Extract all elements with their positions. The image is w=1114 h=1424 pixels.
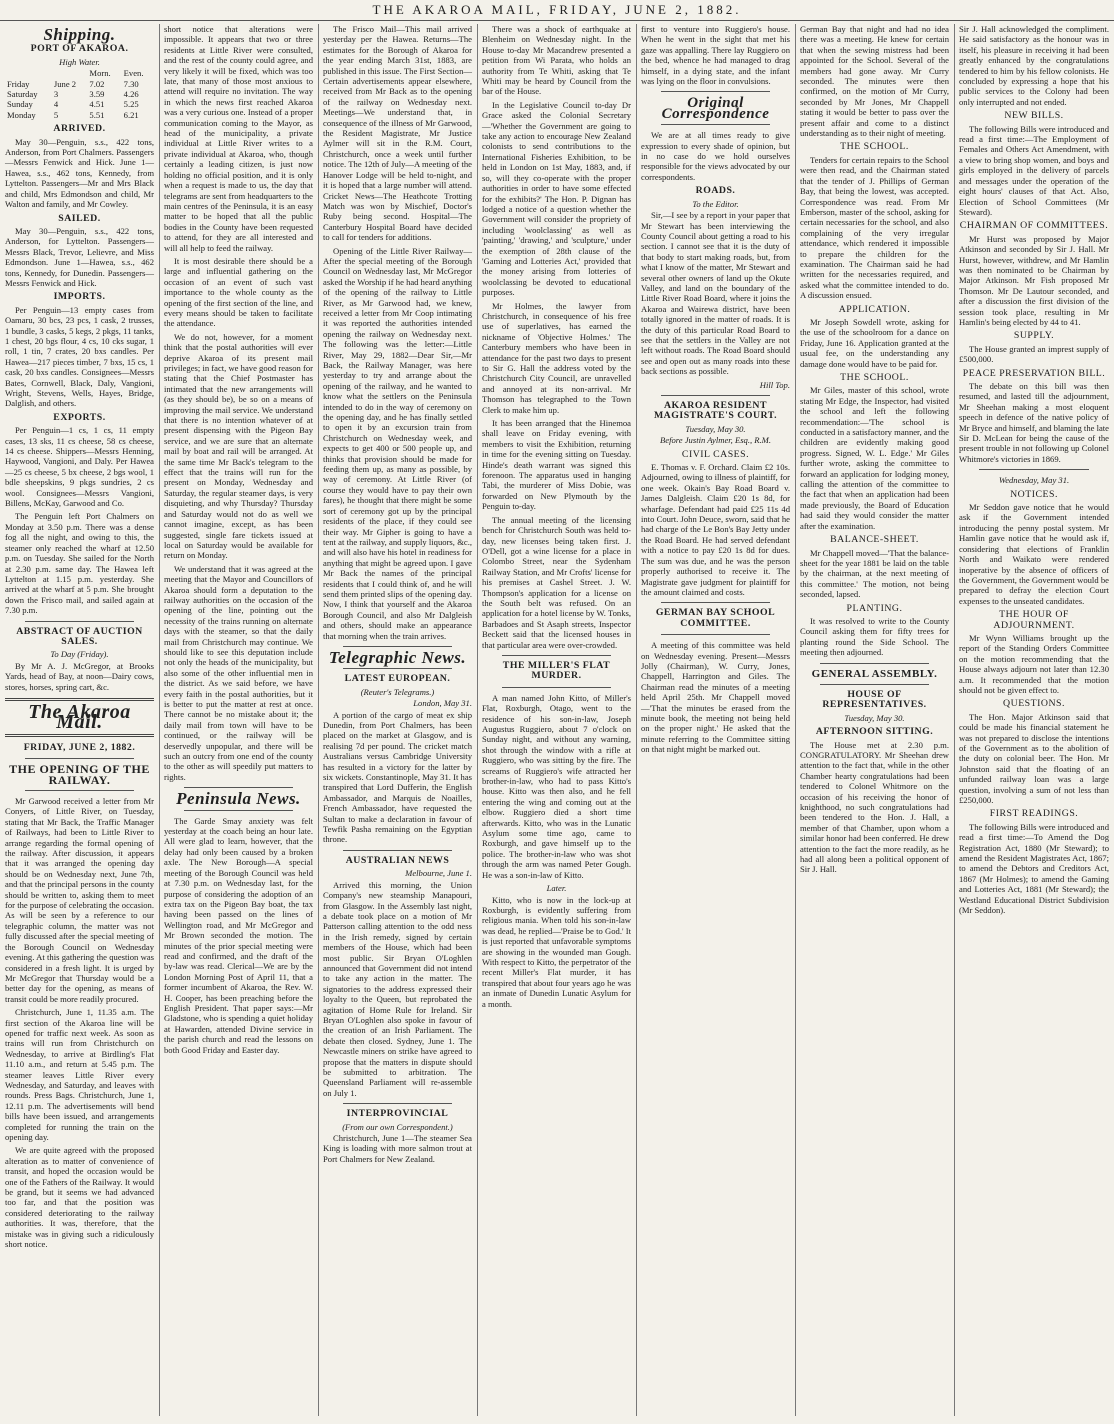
divider: [343, 646, 452, 647]
interprovincial-text: Christchurch, June 1—The steamer Sea King is loading with more salmon trout at Port Chalmers for New Zealand.: [323, 1133, 472, 1164]
imports-heading: IMPORTS.: [53, 291, 106, 303]
divider: [343, 668, 452, 669]
local-items: The Frisco Mail—This mail arrived yesterday per the Hawea. Returns—The estimates for the Borough of Akaroa for the year ending March 31st, 1883, are published in this issue. The First Section—Certain advertisements appear elsewhere, received from Mr Back as to the opening of the railway on Wednesday next. Meetings—We understand that, in consequence of the illness of Mr Garwood, the Resident Magistrate, Mr Justice Aylmer will sit in the R.M. Court, Christchurch, once a week until further notice. The 12th of July—A meeting of the Hanover Lodge will be held to-night, and it is hoped that a large number will attend. Cricket News—The Heathcote Trotting Match was won by Mischief, Doctor's Ruby being second. Hospital—The Canterbury Hospital Board have decided to call for tenders for additions.: [323, 24, 472, 243]
australian-text: Arrived this morning, the Union Company's new steamship Manapouri, from Glasgow. In the Assembly last night, a debate took place on a motion of Mr Patterson calling attention to the odd ness in the Irish remedy, signed by certain members of the House, which had been most public. Sir Bryan O'Loghlen announced that Government did not intend to take any action in the matter. The signatories to the address expressed their loyalty to the Queen, but reprobated the agitation of Home Rule for Ireland. Sir Bryan O'Loghlen also spoke in favour of the creation of an Irish Parliament. The debate then closed. Sydney, June 1. The Newcastle miners on strike have agreed to propose that the matters in dispute should be submitted to arbitration. The Queensland Parliament will re-assemble on July 1.: [323, 879, 472, 1098]
telegraph-cont-5: The annual meeting of the licensing bench for Christchurch South was held to-day, new licenses being taken first. J. O'Dell, got a wine license for a place in Colombo Street, near the Sydenham Railway Station, and Mr Crofts' license for his premises at Cashel Street. J. W. Thompson's application for a license on the South belt was refused. On an application for a hotel license by W. Tonks, Barbadoes and St Asaph streets, Inspector Beckett said that the licensed houses in that particular area were over-crowded.: [482, 514, 631, 650]
tide-row: Saturday 3 3.59 4.26: [7, 89, 139, 100]
peace-heading: PEACE PRESERVATION BILL.: [962, 367, 1106, 379]
london-dateline: London, May 31.: [413, 698, 472, 709]
editorial-cont-4: We understand that it was agreed at the meeting that the Mayor and Councillors of Akaroa should form a deputation to the railway authorities on the occasion of the opening of the line, pointing out the necessity of the trains running on alternate days with the steamer, so that the daily mail from Christchurch may continue. We should like to see this deputation include not only the heads of the municipality, but also some of the other influential men in the district. As we said before, we have every faith in the postal authorities, but it is better to put the matter at rest at once. There cannot be no mistake about it; the daily mail from town will have to be continued, or the railway will be deservedly unpopular, and there will be such an outcry from one end of the county to the other as will speedily put matters to rights.: [164, 563, 313, 782]
school-text: Tenders for certain repairs to the School were then read, and the Chairman stated that the tender of J. Phillips of German Bay, that being the lowest, was accepted. Correspondence was read. From Mr Emberson, master of the school, asking for certain necessaries for the school, and also complaining of the very irregular attendance, which rendered it impossible to prepare the children for the examination. The Chairman said he had written for the necessaries required, and asked what the committee intended to do. A discussion ensued.: [800, 154, 949, 301]
tide-row: Friday June 2 7.02 7.30: [7, 78, 139, 89]
divider: [184, 787, 293, 788]
later-label: Later.: [546, 883, 567, 894]
divider: [502, 687, 611, 688]
peace-text: The debate on this bill was then resumed, and lasted till the adjournment, Mr Sheehan making a most eloquent speech in defence of the native policy of Mr Bryce and himself, and blaming the late Sir D. McLean for being the cause of the present trouble in not following up Colonel Whitmore's victories in 1869.: [959, 381, 1109, 464]
port-heading: PORT OF AKAROA.: [30, 43, 129, 55]
australian-news-heading: AUSTRALIAN NEWS: [345, 854, 450, 866]
tide-row: Monday 5 5.51 6.21: [7, 109, 139, 120]
school-heading-2: THE SCHOOL.: [840, 372, 909, 383]
planting-heading: PLANTING.: [846, 602, 903, 614]
questions-heading: QUESTIONS.: [1003, 698, 1065, 710]
editorial-title: THE OPENING OF THE RAILWAY.: [9, 762, 150, 787]
new-bills-heading: NEW BILLS.: [1004, 110, 1064, 122]
railway-opening-text: Opening of the Little River Railway—After the special meeting of the Borough Council on Wednesday last, Mr McGregor asked the Worship if he had heard anything of the opening of the railway to Little River, as Mr Garwood had, we knew, received a letter from Mr Coop intimating it was reported the authorities intended opening the railway on Wednesday next. The following was the letter:—Little River, May 29, 1882—Dear Sir,—Mr Back, the Railway Manager, was here yesterday to try and arrange about the opening of the railway, and he wanted to know what the settlers on the Peninsula intended to do in the way of ceremony on the opening day, and he has finally settled to open it by an excursion train from Christchurch on Wednesday week, and expects to get 400 or 500 people up, and thinks that provision should be made for feeding them up, as many as possible, by way of ceremony. At Little River (of course they would have to pay their own fares), he thought that there might be some sort of ceremony got up by the principal residents of the place, if they could see their way. Mr Gipher is going to have a tent at the railway, and supply liquors, &c., and will also have his hotel in readiness for anything that might be agreed upon. I gave Mr Back the names of the principal residents that I could think of, and he will send them printed slips of the opening day. Now, I think that yourself and the Akaroa Borough Council, and also Mr Dalgleish and others, should make an appearance that morning when the train arrives.: [323, 245, 472, 641]
editorial-cont-1: short notice that alterations were impossible. It appears that two or three residents at Little River were consulted, and the rest of the county could agree, and very likely it will be fixed, which was too late, that many of those most anxious to attend will require no invitation. The way in which the news first reached Akaroa was a very curious one. Instead of a proper communication coming to the Mayor, as head of the municipality, a private individual at Little River writes to a private individual at Akaroa, who, though certainly a leading citizen, is just now holding no official position, and it is only when a request is made to us, the day that telegrams are sent from headquarters to the main centres of the Peninsula, it is an easy matter to be hoped that all the public bodies in the County have been requested to attend, for they are all interested and will all help to feed the railway.: [164, 24, 313, 253]
column-7: [954, 24, 1114, 1416]
column-2: [159, 24, 318, 1416]
adjournment-heading: THE HOUR OF ADJOURNMENT.: [993, 609, 1075, 631]
correspondence-heading: Original Correspondence: [661, 95, 770, 122]
telegraphic-heading: Telegraphic News.: [328, 647, 467, 667]
sailed-heading: SAILED.: [58, 212, 101, 224]
divider: [5, 734, 154, 737]
telegraph-cont-4: It has been arranged that the Hinemoa shall leave on Friday evening, with members to visit the Exhibition, returning in time for the evening sitting on Tuesday. Hinde's death warrant was signed this forenoon. The apparatus used in hanging Tabi, the murderer of Miss Dobie, was forwarded on New Plymouth by the Penguin to-day.: [482, 418, 631, 512]
divider: [661, 602, 770, 603]
new-bills-text: The following Bills were introduced and read a first time:—The Employment of Females and Others Act Amendment, with a view to bring shop women, and boys and girls employed in the delivery of parcels and messages under the operation of the eight hours' clauses of that Act. Also, Election of School Committees (Mr Steward).: [959, 123, 1109, 217]
miller-text: A man named John Kitto, of Miller's Flat, Roxburgh, Otago, went to the residence of his son-in-law, Joseph Augustus Ruggiero, about 7 o'clock on Sunday night, and without any warning, shot through the window with a rifle at Ruggiero, who was sitting by the fire. The screams of Ruggiero's wife attracted her brother-in-law, who had to pass Kitto's house. Kitto was then also, and he fell entering the wing and coming out at the elbow. Ruggiero died a short time afterwards. Kitto, who was in the Lunatic Asylum some time ago, came to Roxburgh, and gave himself up to the police. The brother-in-law who was shot through the arm was named Peter Gough. He was a son-in-law of Kitto.: [482, 692, 631, 880]
house-date: Tuesday, May 30.: [844, 712, 905, 723]
court-heading: AKAROA RESIDENT MAGISTRATE'S COURT.: [653, 400, 778, 422]
to-editor-label: To the Editor.: [692, 198, 739, 209]
divider: [25, 790, 134, 791]
german-bay-cont: German Bay that night and had no idea there was a meeting. He knew for certain that when the sewing mistress had been appointed for the School. Several of the members had gone away. Mr Curry seconded. The minutes were then confirmed, on the motion of Mr Curry, seconded by Mr Jones, Mr Chappell stating it would be better to pass over the present affair and come to a distinct understanding as to their night of meeting.: [800, 24, 949, 139]
application-text: Mr Joseph Sowdell wrote, asking for the use of the schoolroom for a dance on Friday, June 16. Application granted at the usual fee, on the understanding any damage done would have to be paid for.: [800, 316, 949, 369]
exports-heading: EXPORTS.: [53, 411, 106, 423]
divider: [25, 758, 134, 759]
divider: [25, 621, 134, 622]
melbourne-dateline: Melbourne, June 1.: [405, 868, 472, 879]
divider: [343, 1103, 452, 1104]
paper-nameplate: The Akaroa Mail.: [28, 700, 131, 734]
peninsula-heading: Peninsula News.: [176, 789, 301, 809]
house-text: The House met at 2.30 p.m. CONGRATULATORY. Mr Sheehan drew attention to the fact that, while in the other Chamber hearty congratulations had been tendered to Colonel Whitmore on the occasion of his receiving the honor of knighthood, no such congratulations had been tendered to the Hon. J. Hall, a member of that Chamber, upon whom a similar honor had been conferred. He drew attention to the fact the more readily, as he had all along been a political opponent of Sir J. Hall.: [800, 739, 949, 875]
questions-text: The Hon. Major Atkinson said that could be made his financial statement he was not prepared to disclose the intentions of the Government as to the abolition of the duty on colonial beer. The Hon. Mr Johnston said that the floating of an unfunded railway loan was a large question, involving a sum of not less than £250,000.: [959, 711, 1109, 806]
wednesday-heading: Wednesday, May 31.: [998, 475, 1070, 486]
house-cont: Sir J. Hall acknowledged the compliment. He said satisfactory as the honour was in itself, his pleasure in receiving it had been greatly enhanced by the congratulations tendered to him by his fellow colonists. He concluded by expressing a hope that his public services to the Colony had been only interrupted and not ended.: [959, 24, 1109, 107]
divider: [661, 395, 770, 396]
shipping-heading: Shipping.: [43, 25, 116, 44]
telegraph-cont-2: In the Legislative Council to-day Dr Grace asked the Colonial Secretary—'Whether the Government are going to take any action to encourage New Zealand colonists to send contributions to the International Fisheries Exhibition, to be held in London on 1st May, 1883, and, if so, will they co-operate with the proper authorities in order to have some effected for the exhibits?' The Hon. P. Dignan has lodged a notice of a question whether the Government will consider the propriety of including 'woolclassing' as well as 'painting,' 'drawing,' and 'sculpture,' under the exemption of 28th clause of the 'Gaming and Lotteries Act,' provided that the money arising from lotteries of woolclassing be devoted to educational purposes.: [482, 99, 631, 298]
notices-heading: NOTICES.: [1010, 488, 1058, 500]
masthead: THE AKAROA MAIL, FRIDAY, JUNE 2, 1882.: [0, 0, 1114, 21]
latest-european-heading: LATEST EUROPEAN.: [344, 673, 451, 685]
roads-heading: ROADS.: [695, 185, 736, 197]
paper-date: FRIDAY, JUNE 2, 1882.: [23, 741, 136, 753]
interprovincial-sub: (From our own Correspondent.): [342, 1121, 453, 1132]
shipping-note: The Penguin left Port Chalmers on Monday at 3.50 p.m. There was a dense fog all the night, and owing to this, the steamer only reached the wharf at 12.50 p.m. on Tuesday. She sailed for the North at 2.30 p.m. same day. The Hawea left Lyttelton at 1.15 p.m. yesterday. She arrived at the wharf at 5 p.m. She brought down the Frisco mail, and sailed again at 7.30 p.m.: [5, 511, 154, 616]
telegraph-text: A portion of the cargo of meat ex ship Dunedin, from Port Chalmers, has been placed on the market at Glasgow, and is realising 7d per pound. The cricket match Australians versus Cambridge University has resulted in a victory for the latter by six wickets. Constantinople, May 31. It has transpired that Lord Dufferin, the English Ambassador, and Marquis de Noailles, French Ambassador, have requested the Sultan to make a declaration in favour of Tewfik Pasha remaining on the Egyptian throne.: [323, 709, 472, 845]
editorial-closing: We are quite agreed with the proposed alteration as to matter of convenience of transit, and hoped the occasion would be one of the Fathers of the Railway. It would be grand, but it seems we had advanced too far, and that the position was considered deteriorating to the railway authorities. It was, therefore, that the mistake was in giving such a ridiculously short notice.: [5, 1145, 154, 1250]
court-before: Before Justin Aylmer, Esq., R.M.: [660, 435, 771, 446]
balance-heading: BALANCE-SHEET.: [830, 534, 919, 546]
application-heading: APPLICATION.: [838, 303, 911, 315]
divider: [184, 810, 293, 811]
house-heading: HOUSE OF REPRESENTATIVES.: [822, 688, 927, 711]
column-5: [636, 24, 795, 1416]
column-3: [318, 24, 477, 1416]
divider: [820, 684, 929, 685]
chairman-heading: CHAIRMAN OF COMMITTEES.: [959, 220, 1109, 232]
divider: [661, 634, 770, 635]
roads-signature: Hill Top.: [759, 379, 790, 390]
editorial-cont-3: We do not, however, for a moment think that the postal authorities will ever deprive Akaroa of its present mail privileges; in fact, we have good reason for stating that the Chief Postmaster has intimated that the new arrangements will (as they should be), be so on a means of improving the mail service. We understand that there is no intention whatever of at present dispensing with the Pigeon Bay service, and we are sure that an alternate mail by boat and rail will be arranged. At the same time Mr Back's telegram to the effect that the trains will run for the present on Monday, Wednesday and Saturday, the regular steamer days, is very disquieting, and why Thursday? Thursday and Saturday would not do as well we cannot imagine, except, as has been suggested, single fare tickets issued at local on Saturday would be available for return on Monday.: [164, 331, 313, 561]
court-date: Tuesday, May 30.: [685, 423, 746, 434]
tide-col-evening: Even.: [123, 68, 144, 79]
afternoon-heading: AFTERNOON SITTING.: [815, 726, 934, 738]
roads-text: Sir,—I see by a report in your paper that Mr Stewart has been interviewing the County Council about getting a road to his section. I cannot see that it is the duty of that body to start making roads, but, from what I know of the matter, Mr Stewart and several other owners of land up the Okute Valley, and land on the boundary of the Little River Road Board, where it joins the Akaroa and Wairewa district, have been totally ignored in the matter of roads. It is the duty of this particular Road Board to see that the settlers in the Valley are not left without roads. The Road Board should see and open out as many roads into these back sections as possible.: [641, 210, 790, 377]
column-6: [795, 24, 954, 1416]
editorial-cont-2: It is most desirable there should be a large and influential gathering on the occasion of an event of such vast importance to the whole county as the opening of the first section of the line, and every means should be taken to facilitate the attendance.: [164, 255, 313, 329]
correspondence-note: We are at all times ready to give expression to every shade of opinion, but in no case do we hold ourselves responsible for the views advocated by our correspondents.: [641, 130, 790, 182]
notices-text: Mr Seddon gave notice that he would ask if the Government intended introducing the penny postal system. Mr Hamlin gave notice that he would ask if, considering that elections of Franklin North and Waikato were rendered inoperative by the absence of officers of the Government, the Government would be prepared to defray the election Court expenses to the unseated candidates.: [959, 502, 1109, 606]
divider: [661, 124, 770, 125]
arrived-text: May 30—Penguin, s.s., 422 tons, Anderson, from Port Chalmers. Passengers—Messrs Fenwick and Hick. June 1—Hawea, s.s., 462 tons, Kennedy, from Lyttelton. Passengers—Mr and Mrs Black and child, Mrs Edmondson and child, Mr Walton and family, and Mr Cowley.: [5, 136, 154, 210]
telegraph-cont-1: There was a shock of earthquake at Blenheim on Wednesday night. In the House to-day Mr Macandrew presented a petition from Wi Parata, who holds an authority from Te Whiti, asking that Te Whiti may be heard by Council from the bar of the House.: [482, 24, 631, 97]
auction-heading: ABSTRACT OF AUCTION SALES.: [16, 625, 143, 647]
first-readings-heading: FIRST READINGS.: [989, 808, 1079, 820]
planting-text: It was resolved to write to the County Council asking them for fifty trees for planting round the Side School. The meeting then adjourned.: [800, 615, 949, 658]
school-heading: THE SCHOOL.: [840, 141, 909, 153]
reuter-label: (Reuter's Telegrams.): [360, 686, 435, 697]
exports-text: Per Penguin—1 cs, 1 cs, 11 empty cases, 13 sks, 11 cs cheese, 58 cs cheese, 14 cs cheese. Shippers—Messrs Henning, Haywood, Vangioni, and Daly. Per Hawea—25 cs cheese, 5 bx cheese, 2 bgs wool, 1 bdle sheepskins, 9 pkgs sundries, 2 cs wool. Consignees—Messrs Vangioni, Billens, McKay, Garwood and Co.: [5, 425, 154, 509]
high-water-label: High Water.: [59, 56, 100, 67]
civil-cases-heading: CIVIL CASES.: [681, 448, 750, 460]
court-text: E. Thomas v. F. Orchard. Claim £2 10s. Adjourned, owing to illness of plaintiff, for one week. Okain's Bay Road Board v. James Dalgleish. Claim £20 1s 8d, for wharfage. Defendant had paid £25 11s 4d into Court. John Deuce, sworn, said that he had charge of the Le Bon's Bay Jetty under the Road Board. He had served defendant with a notice to pay £20 1s 8d for dues. The sum was due, and he was the person properly authorised to receive it. The Magistrate gave judgment for plaintiff for the amount claimed and costs.: [641, 462, 790, 597]
column-1: [0, 24, 159, 1416]
divider: [661, 91, 770, 92]
chairman-text: Mr Hurst was proposed by Major Atkinson and seconded by Sir J. Hall. Mr Hurst, however, withdrew, and Mr Hamlin was then nominated to be Chairman by Major Atkinson. Mr Fish proposed Mr Thomson. Mr De Lautour seconded, and after a discussion the first division of the session took place, resulting in Mr Hamlin's being elected by 44 to 41.: [959, 233, 1109, 327]
general-assembly-heading: GENERAL ASSEMBLY.: [811, 667, 938, 680]
telegraph-cont-3: Mr Holmes, the lawyer from Christchurch, in consequence of his free use of superlatives, has earned the nickname of 'Objective Holmes.' The Canterbury members who have been in attendance for the past two days to present to Sir G. Hall the address voted by the Christchurch City Council, are unravelled and annoyed at its non-arrival. Mr Thomson has telegraphed to the Town Clerk to make him up.: [482, 300, 631, 415]
imports-text: Per Penguin—13 empty cases from Oamaru, 30 bcs, 23 pcs, 1 cask, 2 trusses, 1 bundle, 3 casks, 5 kegs, 2 pkgs, 11 tanks, 1 chest, 20 bgs flour, 4 cs, 10 cks sugar, 1 roll, 1 tin, 7 crates, 20 bxs candles. Per Hawea—217 pieces timber, 7 bxs, 15 cs, 1 cask, 20 bxs candles. Consignees—Messrs Bates, Cornwell, Black, Daly, Vangioni, Wright, Stevens, Wells, Hayes, Bridge, Dalglish, and others.: [5, 304, 154, 409]
auction-text: By Mr A. J. McGregor, at Brooks Yards, head of Bay, at noon—Dairy cows, stores, horses, spring cart, &c.: [5, 660, 154, 692]
divider: [502, 655, 611, 656]
school-text-2: Mr Giles, master of this school, wrote stating Mr Edge, the Inspector, had visited the school and left the following recommendation:—'The school is conducted in a satisfactory manner, and the children are evidently making good progress. Signed, W. L. Edge.' Mr Giles further wrote, asking the committee to forward an application for lodging money, calling the attention of the committee to the fact that when an application had been made previously, the Board of Education had said they would consider the matter after the examination.: [800, 385, 949, 531]
supply-heading: SUPPLY.: [1013, 330, 1055, 342]
column-4: [477, 24, 636, 1416]
german-bay-heading: GERMAN BAY SCHOOL COMMITTEE.: [655, 607, 776, 629]
balance-text: Mr Chappell moved—'That the balance-sheet for the year 1881 be laid on the table by the chairman, at the next meeting of this committee.' The motion, not being seconded, lapsed.: [800, 547, 950, 600]
miller-heading: THE MILLER'S FLAT MURDER.: [502, 659, 611, 682]
interprovincial-heading: INTERPROVINCIAL: [346, 1108, 449, 1120]
news-items: Christchurch, June 1, 11.35 a.m. The first section of the Akaroa line will be opened for traffic next week. As soon as trains will run from Christchurch on Wednesday, to arrive at Birdling's Flat 11.10 a.m., and return at 5.45 p.m. The steamer leaves Little River every Wednesday, and Saturday, and leaves with rounds. Press Bags. Christchurch, June 1, 12.11 p.m. The advertisements will bend bills have been issued, and arrangements completed for running the train on the opening day.: [5, 1007, 154, 1142]
later-text: Kitto, who is now in the lock-up at Roxburgh, is evidently suffering from religious mania. When told his son-in-law was dead, he replied—'Praise be to God.' It is just reported that unfavorable symptoms are showing in the wounded man Gough. With respect to Kitto, the perpetrator of the recent Miller's Flat murder, it has transpired that about four years ago he was an inmate of Dunedin Lunatic Asylum for a month.: [482, 894, 631, 1009]
editorial-text: Mr Garwood received a letter from Mr Conyers, of Little River, on Tuesday, stating that Mr Back, the Traffic Manager of Railways, had been to Little River to arrange regarding the formal opening of the railway. After discussion, it appears that it was arranged the opening day should be on Wednesday next, June 7th, and that the principal persons in the county should be written to, asking them to meet for the purpose of celebrating the occasion. As will be seen by a reference to our telegraphic column, the matter was not fully discussed after the special meeting of the Borough Council on Wednesday evening. At this gathering the question was considered in a fresh light. It is urged by Mr McGregor that Thursday would be a better day for the opening, as means of transit could be more readily procured.: [5, 796, 154, 1004]
sailed-text: May 30—Penguin, s.s., 422 tons, Anderson, for Lyttelton. Passengers—Messrs Black, Trevor, Lelievre, and Miss Edmondson. June 1—Hawea, s.s., 462 tons, Kennedy, for Dunedin. Passengers—Messrs Fenwick and Hick.: [5, 225, 154, 288]
arrived-heading: ARRIVED.: [53, 123, 106, 135]
divider: [979, 469, 1089, 470]
tide-col-morning: Morn.: [89, 68, 111, 79]
peninsula-text: The Garde Smay anxiety was felt yesterday at the coach being an hour late. All were glad to learn, however, that the delay had only been caused by a broken axle. The New Borough—A special meeting of the Borough Council was held at 7.30 p.m. on Wednesday last, for the purpose of considering the adoption of an extra tax on the Pigeon Bay boat, the tax having been passed on the lines of Wellington road, and Mr McGregor and Mr Brown seconded the motion. The minutes of the prior special meeting were read and confirmed, and the draft of the by-law was read. Clerical—We are by the London Morning Post of April 11, that a former incumbent of Akaroa, the Rev. W. H. Cooper, has been preaching before the English President. That paper says:—Mr Gladstone, who is spending a quiet holiday at Hawarden, attended Divine service in the parish church and read the lessons on both Good Friday and Easter day.: [164, 815, 313, 1055]
supply-text: The House granted an imprest supply of £500,000.: [959, 343, 1109, 365]
divider: [820, 663, 929, 664]
first-readings-text: The following Bills were introduced and read a first time:—To Amend the Dog Registration Act, 1880 (Mr Steward); to amend the Resident Magistrates Act, 1867; to amend the Debtors and Creditors Act, 1867 (Mr Holmes); to amend the Gaming and Lotteries Act, 1881 (Mr Steward); the Westland Educational District Subdivision (Mr Seddon).: [959, 821, 1109, 916]
adjournment-text: Mr Wynn Williams brought up the report of the Standing Orders Committee on the motion recommending that the House always adjourn not later than 12.30 a.m. It recommended that the motion should not be given effect to.: [959, 632, 1109, 695]
tide-table: [5, 68, 154, 120]
divider: [343, 850, 452, 851]
miller-cont: first to venture into Ruggiero's house. When he went in the sight that met his gaze was appalling. There lay Ruggiero on the bed, whence he had managed to drag himself, in a dying state, and the infant was lying on the floor in convulsions.: [641, 24, 790, 87]
tide-row: Sunday 4 4.51 5.25: [7, 99, 139, 110]
auction-day: To Day (Friday).: [50, 649, 109, 660]
german-bay-text: A meeting of this committee was held on Wednesday evening. Present—Messrs Jolly (Chairman), W. Curry, Jones, Chappell, Harrington and Giles. The Chairman read the minutes of a meeting held April 25th. Mr Chappell moved—'That the minutes be erased from the minute book, the meeting not being held on the proper night.' He asked that the minute referring to the Committee sitting on that night might be marked out.: [641, 640, 790, 755]
